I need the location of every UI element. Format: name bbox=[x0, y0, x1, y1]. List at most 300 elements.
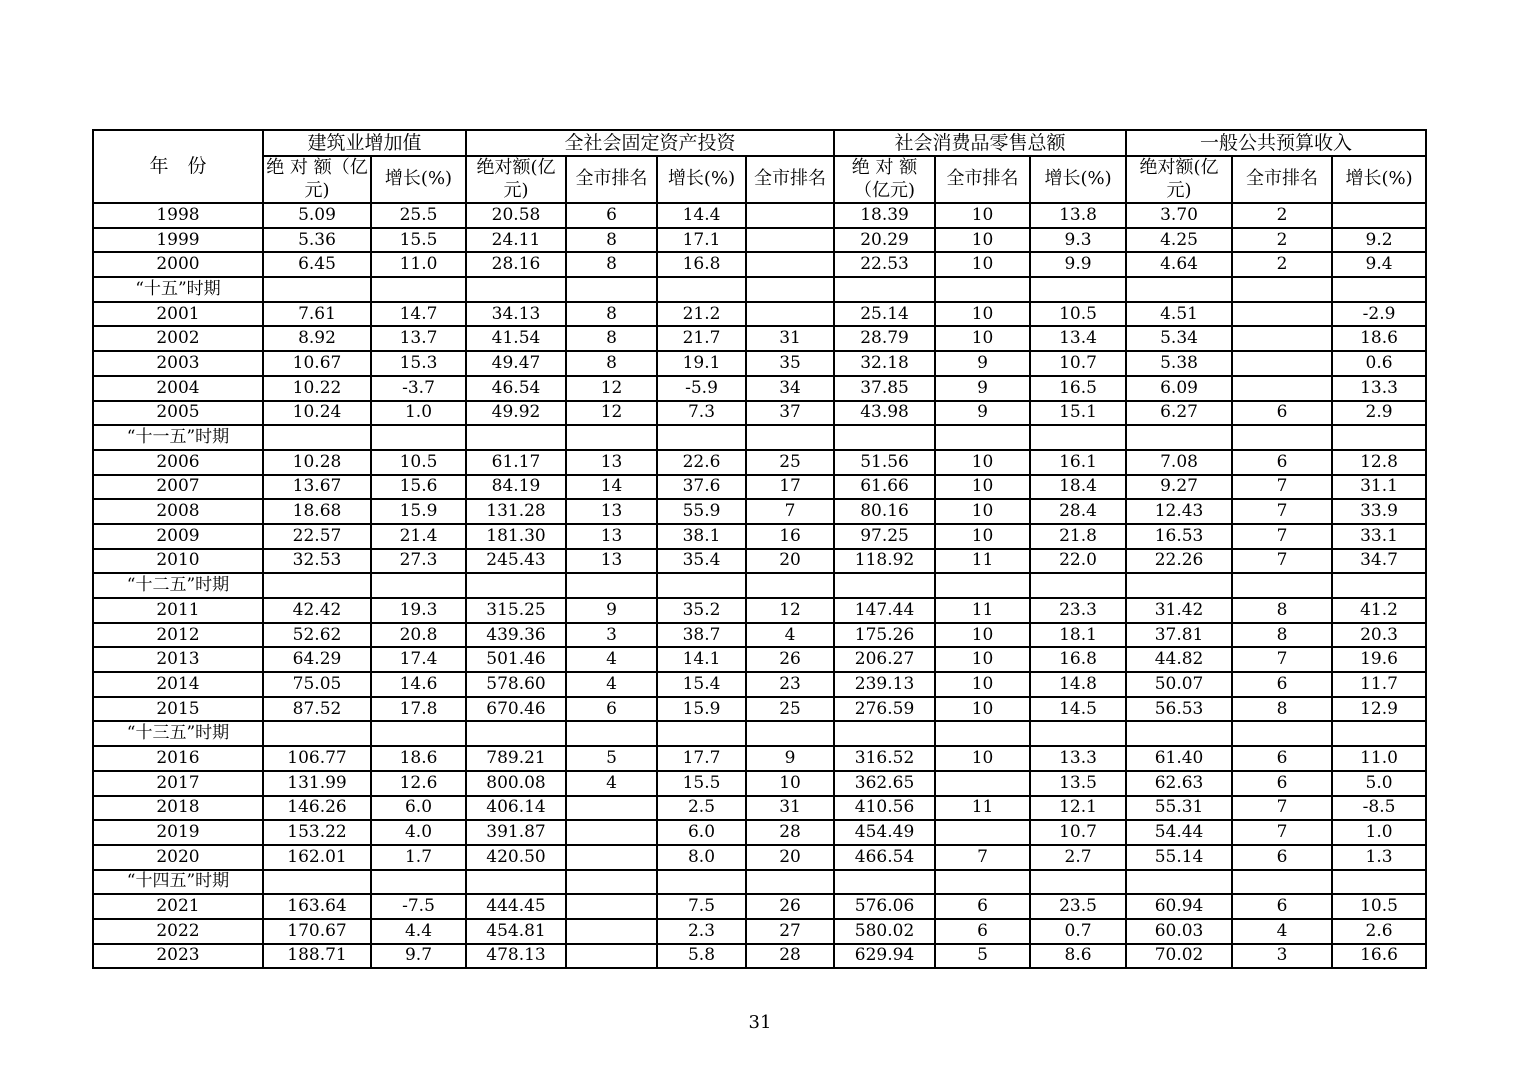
value-cell bbox=[371, 573, 466, 598]
value-cell: 6.0 bbox=[371, 796, 466, 821]
value-cell: 8 bbox=[566, 228, 657, 253]
value-cell: 7.08 bbox=[1126, 450, 1232, 475]
value-cell: 576.06 bbox=[834, 894, 935, 919]
value-cell: 0.7 bbox=[1030, 919, 1126, 944]
year-cell: 2022 bbox=[93, 919, 263, 944]
value-cell: 478.13 bbox=[466, 944, 566, 969]
value-cell: 14 bbox=[566, 475, 657, 500]
value-cell: 35 bbox=[746, 351, 834, 376]
value-cell: 7 bbox=[746, 499, 834, 524]
value-cell bbox=[566, 277, 657, 302]
value-cell: 6 bbox=[1232, 450, 1332, 475]
value-cell bbox=[1332, 573, 1426, 598]
value-cell bbox=[566, 573, 657, 598]
value-cell bbox=[746, 302, 834, 327]
value-cell: 6 bbox=[566, 203, 657, 228]
value-cell: 8 bbox=[1232, 697, 1332, 722]
year-row bbox=[93, 351, 1426, 376]
value-cell: 362.65 bbox=[834, 771, 935, 796]
value-cell: 21.8 bbox=[1030, 524, 1126, 549]
value-cell: 5 bbox=[935, 944, 1030, 969]
value-cell bbox=[746, 252, 834, 277]
value-cell: -3.7 bbox=[371, 376, 466, 401]
value-cell: 38.1 bbox=[657, 524, 746, 549]
value-cell: 35.2 bbox=[657, 598, 746, 623]
value-cell: 6 bbox=[566, 697, 657, 722]
value-cell: 12 bbox=[566, 376, 657, 401]
value-cell: 34.13 bbox=[466, 302, 566, 327]
value-cell: 12.1 bbox=[1030, 796, 1126, 821]
value-cell: 16.53 bbox=[1126, 524, 1232, 549]
value-cell: 15.3 bbox=[371, 351, 466, 376]
table-body bbox=[93, 203, 1426, 968]
value-cell: 15.1 bbox=[1030, 401, 1126, 426]
value-cell: 10 bbox=[935, 475, 1030, 500]
value-cell: 8.0 bbox=[657, 845, 746, 870]
value-cell bbox=[657, 425, 746, 450]
value-cell: 22.6 bbox=[657, 450, 746, 475]
value-cell: 7.5 bbox=[657, 894, 746, 919]
col-header-budget-city-rank: 全市排名 bbox=[1232, 156, 1332, 203]
value-cell bbox=[1332, 425, 1426, 450]
value-cell: 18.39 bbox=[834, 203, 935, 228]
year-row bbox=[93, 820, 1426, 845]
year-cell: 2023 bbox=[93, 944, 263, 969]
value-cell: 15.5 bbox=[371, 228, 466, 253]
value-cell: 454.81 bbox=[466, 919, 566, 944]
value-cell: 3 bbox=[1232, 944, 1332, 969]
year-row bbox=[93, 672, 1426, 697]
value-cell: 8.92 bbox=[263, 326, 371, 351]
value-cell: 20 bbox=[746, 549, 834, 574]
value-cell bbox=[1232, 277, 1332, 302]
value-cell: 33.9 bbox=[1332, 499, 1426, 524]
value-cell: 146.26 bbox=[263, 796, 371, 821]
value-cell: 21.7 bbox=[657, 326, 746, 351]
value-cell: 15.5 bbox=[657, 771, 746, 796]
value-cell: 1.0 bbox=[1332, 820, 1426, 845]
value-cell: 7.3 bbox=[657, 401, 746, 426]
period-row bbox=[93, 573, 1426, 598]
value-cell: 50.07 bbox=[1126, 672, 1232, 697]
value-cell bbox=[1126, 425, 1232, 450]
value-cell bbox=[657, 870, 746, 895]
value-cell: 11.0 bbox=[371, 252, 466, 277]
value-cell: 18.6 bbox=[1332, 326, 1426, 351]
year-cell: “十一五”时期 bbox=[93, 425, 263, 450]
value-cell: 20.29 bbox=[834, 228, 935, 253]
value-cell: 188.71 bbox=[263, 944, 371, 969]
sub-header-row bbox=[93, 156, 1426, 203]
value-cell bbox=[935, 870, 1030, 895]
value-cell: 9 bbox=[935, 351, 1030, 376]
value-cell bbox=[746, 870, 834, 895]
value-cell: 2 bbox=[1232, 203, 1332, 228]
value-cell: 9.4 bbox=[1332, 252, 1426, 277]
value-cell: 420.50 bbox=[466, 845, 566, 870]
value-cell: 4 bbox=[566, 647, 657, 672]
value-cell bbox=[566, 425, 657, 450]
value-cell: 181.30 bbox=[466, 524, 566, 549]
value-cell: 17.4 bbox=[371, 647, 466, 672]
year-row bbox=[93, 598, 1426, 623]
value-cell: 13.5 bbox=[1030, 771, 1126, 796]
value-cell: 316.52 bbox=[834, 746, 935, 771]
value-cell: 37.81 bbox=[1126, 623, 1232, 648]
value-cell: 25.14 bbox=[834, 302, 935, 327]
value-cell: 32.53 bbox=[263, 549, 371, 574]
col-header-retail-absolute: 绝 对 额（亿元) bbox=[834, 156, 935, 203]
value-cell: 789.21 bbox=[466, 746, 566, 771]
year-cell: “十二五”时期 bbox=[93, 573, 263, 598]
value-cell: 13.8 bbox=[1030, 203, 1126, 228]
value-cell: 12.9 bbox=[1332, 697, 1426, 722]
value-cell bbox=[566, 894, 657, 919]
value-cell bbox=[566, 870, 657, 895]
value-cell: 25 bbox=[746, 450, 834, 475]
value-cell bbox=[1332, 721, 1426, 746]
value-cell: 41.54 bbox=[466, 326, 566, 351]
year-cell: 1998 bbox=[93, 203, 263, 228]
value-cell: 10.7 bbox=[1030, 351, 1126, 376]
value-cell: 70.02 bbox=[1126, 944, 1232, 969]
value-cell: 20.58 bbox=[466, 203, 566, 228]
value-cell: 501.46 bbox=[466, 647, 566, 672]
group-header-fixed-asset-investment: 全社会固定资产投资 bbox=[466, 130, 834, 156]
year-column-header: 年 份 bbox=[93, 130, 263, 203]
value-cell: 23 bbox=[746, 672, 834, 697]
value-cell: 8.6 bbox=[1030, 944, 1126, 969]
statistics-table bbox=[92, 129, 1427, 969]
value-cell: 9 bbox=[935, 401, 1030, 426]
value-cell: 4.25 bbox=[1126, 228, 1232, 253]
value-cell: 629.94 bbox=[834, 944, 935, 969]
value-cell: 27.3 bbox=[371, 549, 466, 574]
value-cell bbox=[1030, 425, 1126, 450]
value-cell: 9 bbox=[746, 746, 834, 771]
value-cell: 18.4 bbox=[1030, 475, 1126, 500]
year-cell: 2017 bbox=[93, 771, 263, 796]
value-cell: 410.56 bbox=[834, 796, 935, 821]
value-cell: 10.5 bbox=[371, 450, 466, 475]
value-cell: 52.62 bbox=[263, 623, 371, 648]
value-cell: 16.1 bbox=[1030, 450, 1126, 475]
value-cell: 62.63 bbox=[1126, 771, 1232, 796]
value-cell: 106.77 bbox=[263, 746, 371, 771]
value-cell: 131.28 bbox=[466, 499, 566, 524]
value-cell: 7 bbox=[935, 845, 1030, 870]
value-cell bbox=[1232, 721, 1332, 746]
value-cell: 55.9 bbox=[657, 499, 746, 524]
value-cell bbox=[466, 425, 566, 450]
value-cell: 17 bbox=[746, 475, 834, 500]
value-cell: 61.66 bbox=[834, 475, 935, 500]
value-cell bbox=[834, 573, 935, 598]
value-cell: 44.82 bbox=[1126, 647, 1232, 672]
value-cell: 80.16 bbox=[834, 499, 935, 524]
value-cell: 4 bbox=[1232, 919, 1332, 944]
year-row bbox=[93, 623, 1426, 648]
value-cell bbox=[566, 944, 657, 969]
value-cell: 6.0 bbox=[657, 820, 746, 845]
value-cell: 4 bbox=[566, 771, 657, 796]
year-row bbox=[93, 894, 1426, 919]
value-cell bbox=[466, 870, 566, 895]
value-cell: 16 bbox=[746, 524, 834, 549]
year-cell: 2018 bbox=[93, 796, 263, 821]
value-cell: 49.47 bbox=[466, 351, 566, 376]
value-cell: 6.45 bbox=[263, 252, 371, 277]
year-cell: 1999 bbox=[93, 228, 263, 253]
value-cell: 51.56 bbox=[834, 450, 935, 475]
value-cell bbox=[1126, 721, 1232, 746]
value-cell: 10.24 bbox=[263, 401, 371, 426]
value-cell: 163.64 bbox=[263, 894, 371, 919]
value-cell: 31.1 bbox=[1332, 475, 1426, 500]
year-row bbox=[93, 845, 1426, 870]
period-row bbox=[93, 721, 1426, 746]
value-cell: 10.22 bbox=[263, 376, 371, 401]
value-cell: 16.8 bbox=[1030, 647, 1126, 672]
value-cell: 2.9 bbox=[1332, 401, 1426, 426]
value-cell bbox=[834, 277, 935, 302]
value-cell: 170.67 bbox=[263, 919, 371, 944]
value-cell bbox=[746, 721, 834, 746]
year-cell: 2013 bbox=[93, 647, 263, 672]
year-row bbox=[93, 647, 1426, 672]
year-row bbox=[93, 944, 1426, 969]
value-cell: 406.14 bbox=[466, 796, 566, 821]
value-cell: 17.8 bbox=[371, 697, 466, 722]
value-cell: 10.67 bbox=[263, 351, 371, 376]
value-cell: 84.19 bbox=[466, 475, 566, 500]
value-cell: 6 bbox=[1232, 401, 1332, 426]
value-cell: 61.17 bbox=[466, 450, 566, 475]
value-cell: 22.57 bbox=[263, 524, 371, 549]
period-row bbox=[93, 277, 1426, 302]
value-cell: 38.7 bbox=[657, 623, 746, 648]
value-cell bbox=[466, 721, 566, 746]
value-cell: 61.40 bbox=[1126, 746, 1232, 771]
value-cell bbox=[935, 425, 1030, 450]
value-cell: 28.16 bbox=[466, 252, 566, 277]
value-cell bbox=[935, 277, 1030, 302]
value-cell: 13.7 bbox=[371, 326, 466, 351]
value-cell: 6 bbox=[935, 919, 1030, 944]
value-cell: 37 bbox=[746, 401, 834, 426]
value-cell bbox=[371, 870, 466, 895]
value-cell: 34 bbox=[746, 376, 834, 401]
value-cell: 2.3 bbox=[657, 919, 746, 944]
value-cell: 2 bbox=[1232, 252, 1332, 277]
value-cell: 11.0 bbox=[1332, 746, 1426, 771]
col-header-budget-absolute: 绝对额(亿元) bbox=[1126, 156, 1232, 203]
value-cell: 20 bbox=[746, 845, 834, 870]
value-cell: 19.6 bbox=[1332, 647, 1426, 672]
value-cell: 9.3 bbox=[1030, 228, 1126, 253]
value-cell: 4.0 bbox=[371, 820, 466, 845]
value-cell: 5.09 bbox=[263, 203, 371, 228]
value-cell: 15.6 bbox=[371, 475, 466, 500]
year-row bbox=[93, 475, 1426, 500]
value-cell bbox=[566, 919, 657, 944]
value-cell: 10 bbox=[935, 302, 1030, 327]
value-cell bbox=[834, 425, 935, 450]
value-cell: 12 bbox=[566, 401, 657, 426]
value-cell bbox=[1232, 870, 1332, 895]
value-cell: 10 bbox=[935, 672, 1030, 697]
year-cell: 2011 bbox=[93, 598, 263, 623]
value-cell: 4.64 bbox=[1126, 252, 1232, 277]
value-cell: 12 bbox=[746, 598, 834, 623]
value-cell: 6.27 bbox=[1126, 401, 1232, 426]
value-cell: 15.9 bbox=[371, 499, 466, 524]
value-cell: 21.4 bbox=[371, 524, 466, 549]
col-header-investment-city-rank: 全市排名 bbox=[566, 156, 657, 203]
value-cell: 13.3 bbox=[1332, 376, 1426, 401]
value-cell: -8.5 bbox=[1332, 796, 1426, 821]
value-cell: 49.92 bbox=[466, 401, 566, 426]
value-cell bbox=[657, 277, 746, 302]
value-cell: 276.59 bbox=[834, 697, 935, 722]
value-cell: 10 bbox=[935, 450, 1030, 475]
value-cell: 75.05 bbox=[263, 672, 371, 697]
value-cell: 55.31 bbox=[1126, 796, 1232, 821]
value-cell: 22.26 bbox=[1126, 549, 1232, 574]
value-cell bbox=[1232, 425, 1332, 450]
group-header-public-budget-revenue: 一般公共预算收入 bbox=[1126, 130, 1426, 156]
value-cell bbox=[1126, 277, 1232, 302]
value-cell bbox=[1332, 870, 1426, 895]
year-row bbox=[93, 697, 1426, 722]
value-cell: 10.28 bbox=[263, 450, 371, 475]
year-row bbox=[93, 796, 1426, 821]
value-cell: 5.0 bbox=[1332, 771, 1426, 796]
value-cell: 5.34 bbox=[1126, 326, 1232, 351]
value-cell: 13 bbox=[566, 549, 657, 574]
value-cell: 37.6 bbox=[657, 475, 746, 500]
value-cell: 55.14 bbox=[1126, 845, 1232, 870]
col-header-investment-city-rank-2: 全市排名 bbox=[746, 156, 834, 203]
value-cell: 60.03 bbox=[1126, 919, 1232, 944]
value-cell bbox=[1332, 277, 1426, 302]
value-cell: 10 bbox=[935, 326, 1030, 351]
value-cell bbox=[1126, 870, 1232, 895]
value-cell: 8 bbox=[1232, 598, 1332, 623]
value-cell: 1.3 bbox=[1332, 845, 1426, 870]
year-row bbox=[93, 499, 1426, 524]
value-cell: 7.61 bbox=[263, 302, 371, 327]
value-cell: 23.3 bbox=[1030, 598, 1126, 623]
value-cell bbox=[1030, 721, 1126, 746]
value-cell: 13.3 bbox=[1030, 746, 1126, 771]
value-cell: 444.45 bbox=[466, 894, 566, 919]
value-cell: 2.5 bbox=[657, 796, 746, 821]
value-cell: 1.7 bbox=[371, 845, 466, 870]
value-cell: 14.7 bbox=[371, 302, 466, 327]
value-cell: 5 bbox=[566, 746, 657, 771]
value-cell: 10 bbox=[935, 203, 1030, 228]
value-cell bbox=[466, 277, 566, 302]
col-header-investment-growth: 增长(%) bbox=[657, 156, 746, 203]
value-cell: 7 bbox=[1232, 647, 1332, 672]
value-cell: 19.1 bbox=[657, 351, 746, 376]
value-cell bbox=[746, 277, 834, 302]
year-row bbox=[93, 549, 1426, 574]
value-cell: 9.7 bbox=[371, 944, 466, 969]
value-cell: 17.1 bbox=[657, 228, 746, 253]
value-cell: 8 bbox=[566, 326, 657, 351]
year-cell: 2002 bbox=[93, 326, 263, 351]
value-cell: 8 bbox=[1232, 623, 1332, 648]
value-cell: 56.53 bbox=[1126, 697, 1232, 722]
year-row bbox=[93, 524, 1426, 549]
value-cell: 11 bbox=[935, 796, 1030, 821]
value-cell: 46.54 bbox=[466, 376, 566, 401]
year-row bbox=[93, 302, 1426, 327]
value-cell bbox=[371, 277, 466, 302]
value-cell bbox=[746, 228, 834, 253]
value-cell bbox=[746, 425, 834, 450]
value-cell: 439.36 bbox=[466, 623, 566, 648]
year-row bbox=[93, 203, 1426, 228]
year-cell: 2001 bbox=[93, 302, 263, 327]
value-cell bbox=[566, 820, 657, 845]
value-cell: 9.2 bbox=[1332, 228, 1426, 253]
value-cell bbox=[263, 425, 371, 450]
value-cell: 15.9 bbox=[657, 697, 746, 722]
value-cell: 64.29 bbox=[263, 647, 371, 672]
value-cell: 97.25 bbox=[834, 524, 935, 549]
value-cell bbox=[935, 771, 1030, 796]
value-cell: 31 bbox=[746, 796, 834, 821]
page-number: 31 bbox=[748, 1012, 772, 1033]
value-cell: 28 bbox=[746, 820, 834, 845]
year-cell: 2021 bbox=[93, 894, 263, 919]
value-cell: 14.6 bbox=[371, 672, 466, 697]
year-cell: “十五”时期 bbox=[93, 277, 263, 302]
table-header bbox=[93, 130, 1426, 203]
value-cell bbox=[1030, 870, 1126, 895]
value-cell: 28.4 bbox=[1030, 499, 1126, 524]
value-cell bbox=[935, 721, 1030, 746]
year-row bbox=[93, 401, 1426, 426]
value-cell: 18.6 bbox=[371, 746, 466, 771]
year-cell: 2014 bbox=[93, 672, 263, 697]
value-cell bbox=[566, 721, 657, 746]
value-cell: 28.79 bbox=[834, 326, 935, 351]
value-cell: 28 bbox=[746, 944, 834, 969]
value-cell: 10 bbox=[935, 746, 1030, 771]
value-cell bbox=[935, 820, 1030, 845]
value-cell: 18.68 bbox=[263, 499, 371, 524]
value-cell: 7 bbox=[1232, 796, 1332, 821]
value-cell: 8 bbox=[566, 302, 657, 327]
value-cell: 3.70 bbox=[1126, 203, 1232, 228]
value-cell: 13 bbox=[566, 499, 657, 524]
value-cell: 9 bbox=[566, 598, 657, 623]
value-cell: 10 bbox=[935, 252, 1030, 277]
col-header-investment-absolute: 绝对额(亿元) bbox=[466, 156, 566, 203]
group-header-retail-sales: 社会消费品零售总额 bbox=[834, 130, 1126, 156]
year-cell: 2007 bbox=[93, 475, 263, 500]
value-cell: 25.5 bbox=[371, 203, 466, 228]
year-row bbox=[93, 252, 1426, 277]
value-cell: 6 bbox=[1232, 845, 1332, 870]
value-cell bbox=[566, 796, 657, 821]
value-cell: 4.51 bbox=[1126, 302, 1232, 327]
year-row bbox=[93, 919, 1426, 944]
